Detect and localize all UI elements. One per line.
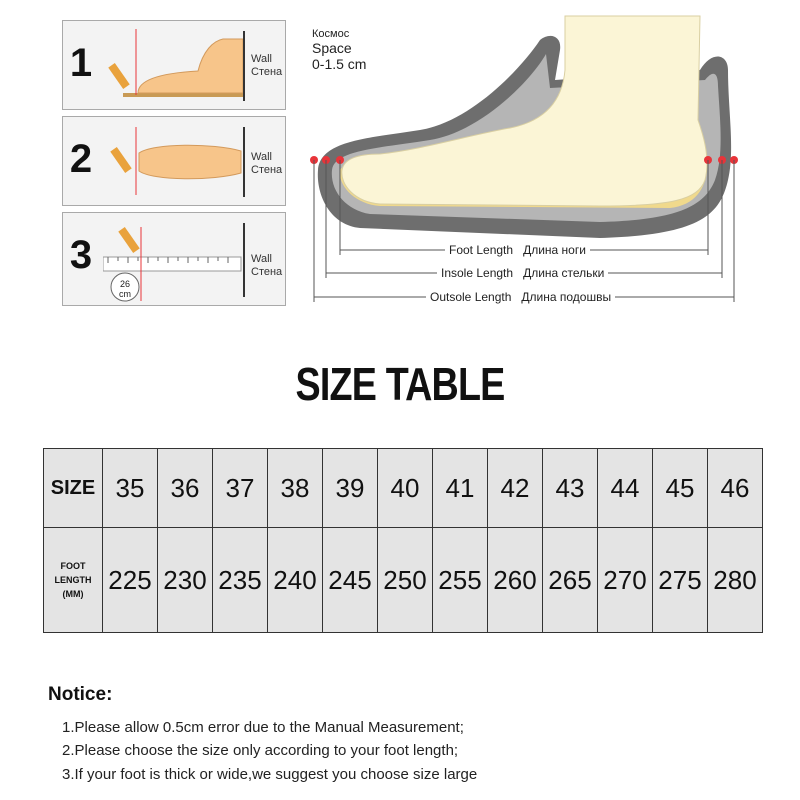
- step-2-foot-illustration: [103, 117, 243, 205]
- size-cell: 44: [598, 449, 653, 528]
- step-1-panel: [62, 20, 286, 110]
- notice-title: Notice:: [48, 684, 113, 705]
- foot-length-cell: 265: [543, 528, 598, 633]
- step-3-wall: [239, 223, 249, 297]
- insole-length-en: Insole Length: [441, 266, 514, 280]
- foot-length-cell: 250: [378, 528, 433, 633]
- wall-label-en: Wall: [251, 253, 272, 265]
- step-2-panel: [62, 116, 286, 206]
- foot-length-label-line1: FOOT LENGTH: [54, 561, 92, 586]
- space-label-en: Space: [312, 40, 352, 56]
- size-row-label: SIZE: [44, 449, 103, 528]
- notice-line-2: 2.Please choose the size only according to your foot length;: [62, 742, 459, 759]
- foot-length-cell: 255: [433, 528, 488, 633]
- foot-length-cell: 275: [653, 528, 708, 633]
- step-1-wall: [239, 31, 249, 101]
- size-cell: 35: [103, 449, 158, 528]
- outsole-length-en: Outsole Length: [430, 290, 512, 304]
- wall-label-en: Wall: [251, 151, 272, 163]
- foot-length-cell: 280: [708, 528, 763, 633]
- size-cell: 36: [158, 449, 213, 528]
- foot-length-row-label: [44, 528, 103, 633]
- outsole-length-label: [426, 290, 615, 304]
- wall-label-en: Wall: [251, 53, 272, 65]
- foot-length-row: [44, 528, 763, 633]
- outsole-length-ru: Длина подошвы: [521, 290, 612, 304]
- size-cell: 40: [378, 449, 433, 528]
- foot-length-label-line2: (MM): [62, 589, 84, 600]
- foot-length-ru: Длина ноги: [523, 243, 586, 257]
- notice-line-1: 1.Please allow 0.5cm error due to the Manual Measurement;: [62, 719, 464, 736]
- step-2-wall-label: [251, 151, 282, 177]
- foot-length-en: Foot Length: [449, 243, 514, 257]
- size-cell: 42: [488, 449, 543, 528]
- foot-length-cell: 225: [103, 528, 158, 633]
- step-2-number: 2: [69, 137, 93, 181]
- space-label-range: 0-1.5 cm: [312, 56, 367, 72]
- shoe-diagram: [300, 10, 760, 310]
- space-label-ru: Космос: [312, 28, 350, 40]
- insole-length-ru: Длина стельки: [523, 266, 605, 280]
- wall-label-ru: Стена: [251, 266, 283, 278]
- step-1-foot-illustration: [103, 21, 243, 109]
- foot-length-cell: 240: [268, 528, 323, 633]
- step-1-wall-label: [251, 53, 282, 79]
- size-cell: 41: [433, 449, 488, 528]
- foot-length-cell: 230: [158, 528, 213, 633]
- insole-length-label: [437, 266, 608, 280]
- wall-label-ru: Стена: [251, 66, 283, 78]
- wall-label-ru: Стена: [251, 164, 283, 176]
- step-3-number: 3: [69, 233, 93, 277]
- foot-length-label: [445, 243, 590, 257]
- size-cell: 45: [653, 449, 708, 528]
- step-3-panel: [62, 212, 286, 306]
- step-1-number: 1: [69, 41, 93, 85]
- size-cell: 39: [323, 449, 378, 528]
- size-table-title: SIZE TABLE: [295, 358, 505, 410]
- step-2-wall: [239, 127, 249, 197]
- notice-line-3: 3.If your foot is thick or wide,we suggest you choose size large: [62, 766, 478, 783]
- space-label: [312, 28, 366, 72]
- foot-length-cell: 245: [323, 528, 378, 633]
- ruler-value: 26: [119, 279, 130, 289]
- size-cell: 38: [268, 449, 323, 528]
- size-cell: 43: [543, 449, 598, 528]
- size-cell: 37: [213, 449, 268, 528]
- foot-length-cell: 270: [598, 528, 653, 633]
- ruler-unit: cm: [119, 289, 131, 299]
- foot-length-cell: 235: [213, 528, 268, 633]
- step-3-wall-label: [251, 253, 282, 279]
- size-table: [43, 448, 763, 633]
- foot-length-cell: 260: [488, 528, 543, 633]
- size-row: [44, 449, 763, 528]
- size-cell: 46: [708, 449, 763, 528]
- ruler-reading: [115, 279, 135, 299]
